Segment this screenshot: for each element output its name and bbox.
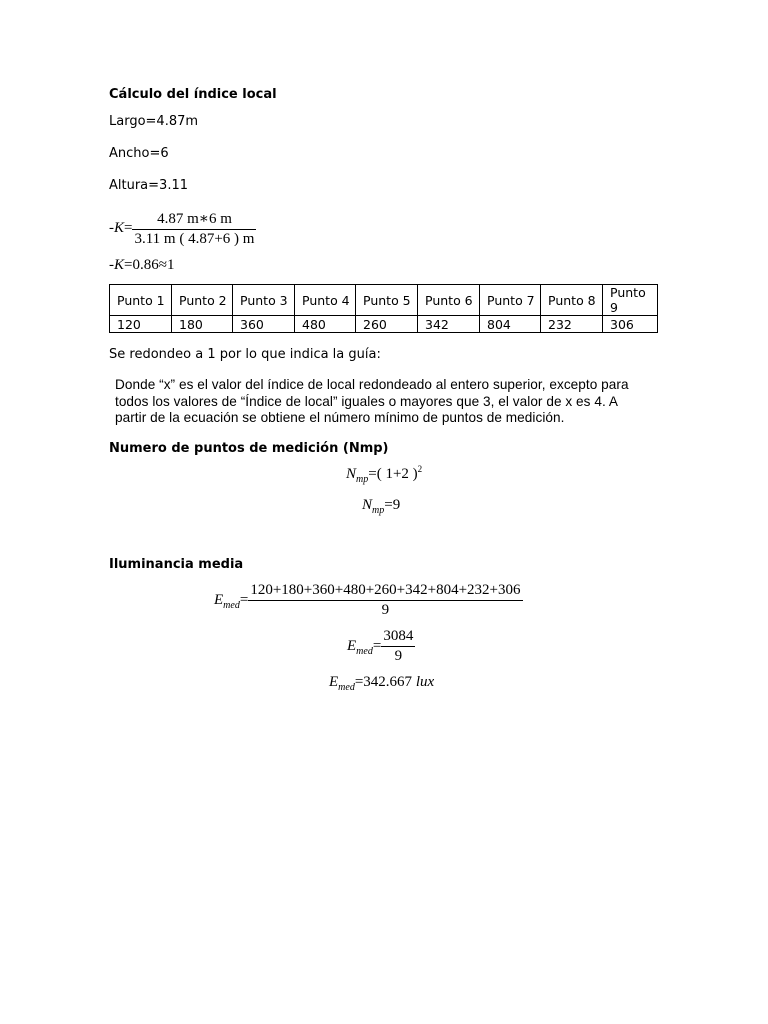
ilum-title: Iluminancia media xyxy=(109,557,244,572)
calc-title: Cálculo del índice local xyxy=(109,87,277,102)
table-value-cell: 480 xyxy=(295,316,356,333)
nmp-result-rhs: =9 xyxy=(384,497,401,513)
nmp-result-var: N xyxy=(362,497,373,513)
k-eq: = xyxy=(124,219,133,236)
nmp-rhs: =( 1+2 ) xyxy=(368,466,418,482)
table-header-cell: Punto 8 xyxy=(541,285,603,316)
table-header-cell: Punto 5 xyxy=(356,285,418,316)
emed-formula-1 xyxy=(214,582,523,619)
table-header-cell: Punto 7 xyxy=(480,285,541,316)
table-value-cell: 180 xyxy=(172,316,233,333)
k-result xyxy=(109,257,174,274)
nmp-sub: mp xyxy=(356,474,369,485)
largo-line: Largo=4.87m xyxy=(109,114,199,129)
emed2-sub: med xyxy=(356,645,373,657)
emed2-var: E xyxy=(347,637,357,654)
nmp-result xyxy=(362,497,400,514)
table-header-cell: Punto 4 xyxy=(295,285,356,316)
emed1-numerator: 120+180+360+480+260+342+804+232+306 xyxy=(250,582,521,598)
k-result-rest: =0.86≈1 xyxy=(124,257,175,273)
emed2-eq: = xyxy=(372,637,382,654)
nmp-var: N xyxy=(346,466,357,482)
k-var: K xyxy=(114,219,125,236)
k-formula xyxy=(109,209,256,248)
points-table xyxy=(109,284,658,333)
k-prefix: - xyxy=(109,219,114,236)
table-value-cell: 306 xyxy=(603,316,658,333)
k-fraction xyxy=(132,209,256,248)
emed-formula-2 xyxy=(347,628,415,665)
emed-result-unit: lux xyxy=(415,674,435,690)
nmp-result-sub: mp xyxy=(372,505,385,516)
table-header-cell: Punto 1 xyxy=(110,285,172,316)
emed1-fraction xyxy=(248,582,522,619)
table-value-cell: 232 xyxy=(541,316,603,333)
ancho-line: Ancho=6 xyxy=(109,146,169,161)
table-value-cell: 342 xyxy=(418,316,480,333)
table-header-cell: Punto 6 xyxy=(418,285,480,316)
emed-result-sub: med xyxy=(338,682,355,693)
points-header-row xyxy=(110,285,658,316)
emed-result-value: =342.667 xyxy=(354,674,413,690)
emed1-var: E xyxy=(214,591,224,608)
table-value-cell: 804 xyxy=(480,316,541,333)
k-numerator: 4.87 m∗6 m xyxy=(157,211,232,227)
k-denominator: 3.11 m ( 4.87+6 ) m xyxy=(134,231,255,247)
table-header-cell: Punto 2 xyxy=(172,285,233,316)
emed2-fraction xyxy=(381,628,415,665)
nmp-exp: 2 xyxy=(417,464,423,474)
emed2-denominator: 9 xyxy=(381,646,415,665)
emed1-eq: = xyxy=(239,591,249,608)
altura-line: Altura=3.11 xyxy=(109,178,188,193)
guide-excerpt: Donde “x” es el valor del índice de local redondeado al entero superior, excepto para todos los valores de “Índice de local” iguales o mayores que 3, el valor de x es 4. A partir de la ecuación se obtiene el número mínimo de puntos de medición. xyxy=(115,377,629,425)
nmp-title: Numero de puntos de medición (Nmp) xyxy=(109,441,389,456)
nmp-formula xyxy=(346,466,422,483)
table-header-cell: Punto 3 xyxy=(233,285,295,316)
emed1-sub: med xyxy=(223,599,240,611)
k-result-prefix: - xyxy=(109,257,114,273)
emed-result-var: E xyxy=(329,674,339,690)
table-value-cell: 360 xyxy=(233,316,295,333)
table-header-cell: Punto 9 xyxy=(603,285,658,316)
redondeo-text: Se redondeo a 1 por lo que indica la guía: xyxy=(109,347,381,362)
emed1-denominator: 9 xyxy=(248,600,522,619)
table-value-cell: 260 xyxy=(356,316,418,333)
k-result-var: K xyxy=(114,257,125,273)
emed-result xyxy=(329,674,434,691)
emed2-numerator: 3084 xyxy=(383,628,414,644)
points-value-row xyxy=(110,316,658,333)
table-value-cell: 120 xyxy=(110,316,172,333)
